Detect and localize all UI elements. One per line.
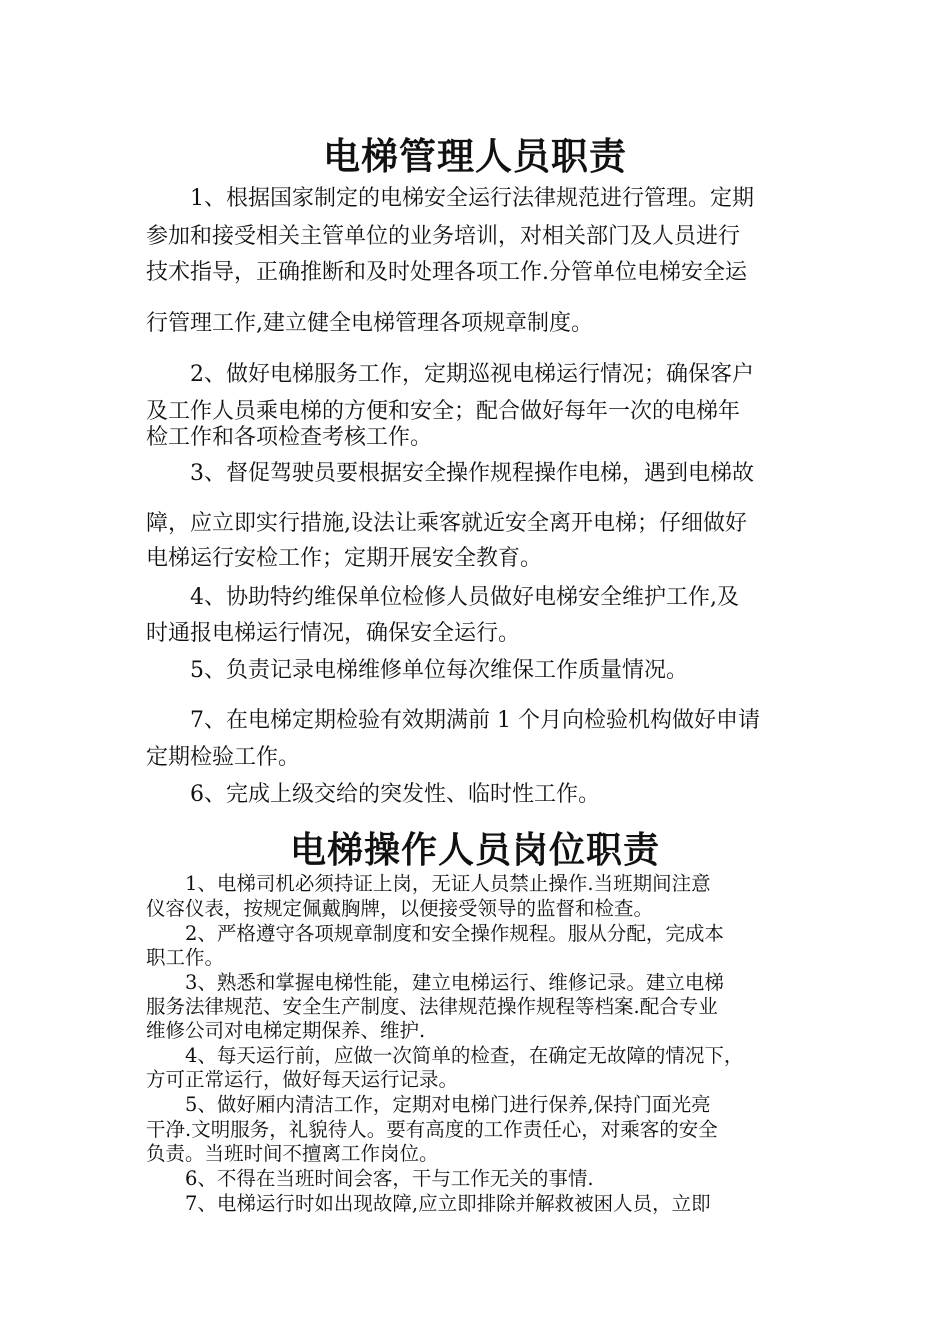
text-line: 服务法律规范、安全生产制度、法律规范操作规程等档案.配合专业	[146, 995, 718, 1018]
text-line: 3、熟悉和掌握电梯性能，建立电梯运行、维修记录。建立电梯	[146, 971, 724, 994]
text-line: 3、督促驾驶员要根据安全操作规程操作电梯，遇到电梯故	[146, 461, 754, 486]
text-line: 检工作和各项检查考核工作。	[146, 425, 433, 450]
text-line: 行管理工作,建立健全电梯管理各项规章制度。	[146, 311, 593, 336]
text-line: 6、不得在当班时间会客，干与工作无关的事情.	[146, 1167, 594, 1190]
text-line: 及工作人员乘电梯的方便和安全；配合做好每年一次的电梯年	[146, 399, 741, 424]
text-line: 干净.文明服务，礼貌待人。要有高度的工作责任心，对乘客的安全	[146, 1118, 718, 1141]
text-line: 4、每天运行前，应做一次简单的检查，在确定无故障的情况下，	[146, 1044, 744, 1067]
text-line: 5、负责记录电梯维修单位每次维保工作质量情况。	[146, 658, 688, 683]
text-line: 维修公司对电梯定期保养、维护.	[146, 1019, 426, 1042]
text-line: 7、电梯运行时如出现故障,应立即排除并解救被困人员，立即	[146, 1192, 711, 1215]
text-line: 参加和接受相关主管单位的业务培训，对相关部门及人员进行	[146, 224, 741, 249]
text-line: 5、做好厢内清洁工作，定期对电梯门进行保养,保持门面光亮	[146, 1093, 711, 1116]
text-line: 时通报电梯运行情况，确保安全运行。	[146, 621, 521, 646]
text-line: 方可正常运行，做好每天运行记录。	[146, 1068, 459, 1091]
text-line: 1、根据国家制定的电梯安全运行法律规范进行管理。定期	[146, 186, 754, 211]
text-line: 仪容仪表，按规定佩戴胸牌，以便接受领导的监督和检查。	[146, 897, 654, 920]
text-line: 1、电梯司机必须持证上岗，无证人员禁止操作.当班期间注意	[146, 872, 711, 895]
section-title-manager-duties: 电梯管理人员职责	[323, 135, 627, 178]
text-line: 障，应立即实行措施,设法让乘客就近安全离开电梯；仔细做好	[146, 511, 747, 536]
text-line: 2、做好电梯服务工作，定期巡视电梯运行情况；确保客户	[146, 362, 754, 387]
section-title-operator-duties: 电梯操作人员岗位职责	[289, 830, 660, 871]
text-line: 7、在电梯定期检验有效期满前 1 个月向检验机构做好申请	[146, 708, 760, 733]
text-line: 负责。当班时间不擅离工作岗位。	[146, 1142, 439, 1165]
text-line: 4、协助特约维保单位检修人员做好电梯安全维护工作,及	[146, 585, 739, 610]
text-line: 电梯运行安检工作；定期开展安全教育。	[146, 546, 543, 571]
text-line: 6、完成上级交给的突发性、临时性工作。	[146, 782, 600, 807]
text-line: 职工作。	[146, 946, 225, 969]
text-line: 2、严格遵守各项规章制度和安全操作规程。服从分配，完成本	[146, 922, 724, 945]
text-line: 定期检验工作。	[146, 745, 301, 770]
text-line: 技术指导，正确推断和及时处理各项工作.分管单位电梯安全运	[146, 260, 747, 285]
